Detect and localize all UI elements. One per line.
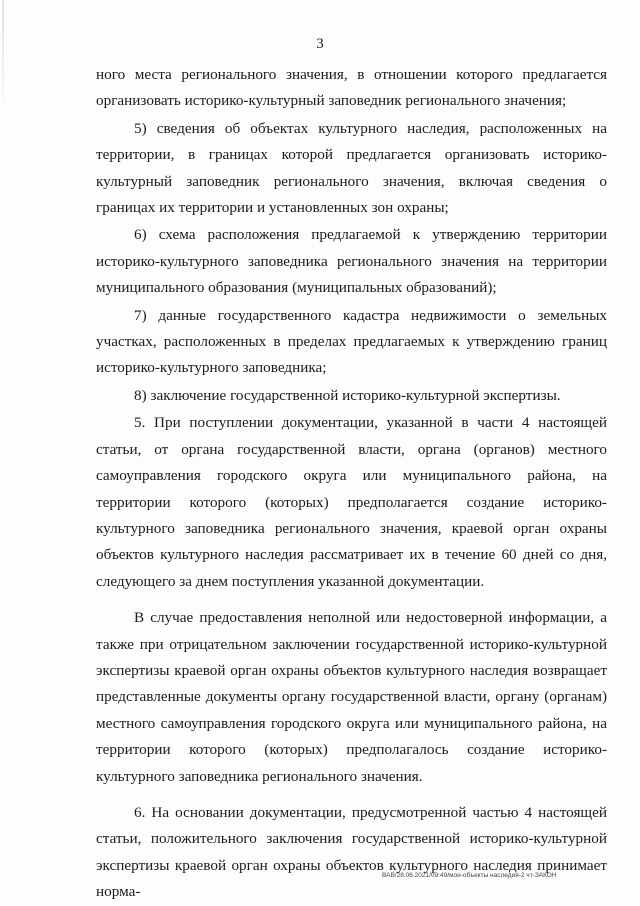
footer-file-stamp: ВАВ/28.06.2021/09:49/мои-объекты наследия-2 чт-ЗАКОН <box>382 872 557 879</box>
document-body <box>96 62 607 906</box>
paragraph-section-5: 5. При поступлении документации, указанной в части 4 настоящей статьи, от органа государственной власти, органа (органов) местного самоуправления городского округа или муниципального района, на территории которого (которых) предполагается создание историко-культурного заповедника регионального значения, краевой орган охраны объектов культурного наследия рассматривает их в течение 60 дней со дня, следующего за днем поступления указанной документации. <box>96 414 607 590</box>
paragraph-item-8: 8) заключение государственной историко-культурной экспертизы. <box>134 386 561 404</box>
paragraph-item-7: 7) данные государственного кадастра недвижимости о земельных участках, расположенных в пределах предлагаемых к утверждению границ историко-культурного заповедника; <box>96 306 607 377</box>
page-number: 3 <box>316 36 324 52</box>
paragraph-continuation: ного места регионального значения, в отношении которого предлагается организовать историко-культурный заповедник регионального значения; <box>96 66 607 110</box>
paragraph-item-5: 5) сведения об объектах культурного наследия, расположенных на территории, в границах которой предлагается организовать историко-культурный заповедник регионального значения, включая сведения о границах их территории и установленных зон охраны; <box>96 119 607 217</box>
paragraph-section-6: 6. На основании документации, предусмотренной частью 4 настоящей статьи, положительного заключения государственной историко-культурной экспертизы краевой орган охраны объектов культурного наследия принимает норма- <box>96 803 607 901</box>
paragraph-incomplete-info: В случае предоставления неполной или недостоверной информации, а также при отрицательном заключении государственной историко-культурной экспертизы краевой орган охраны объектов культурного наследия возвращает представленные документы органу государственной власти, органу (органам) местного самоуправления городского округа или муниципального района, на территории которого (которых) предполагалось создание историко-культурного заповедника регионального значения. <box>96 609 607 785</box>
paragraph-item-6: 6) схема расположения предлагаемой к утверждению территории историко-культурного заповедника регионального значения на территории муниципального образования (муниципальных образований); <box>96 226 607 297</box>
